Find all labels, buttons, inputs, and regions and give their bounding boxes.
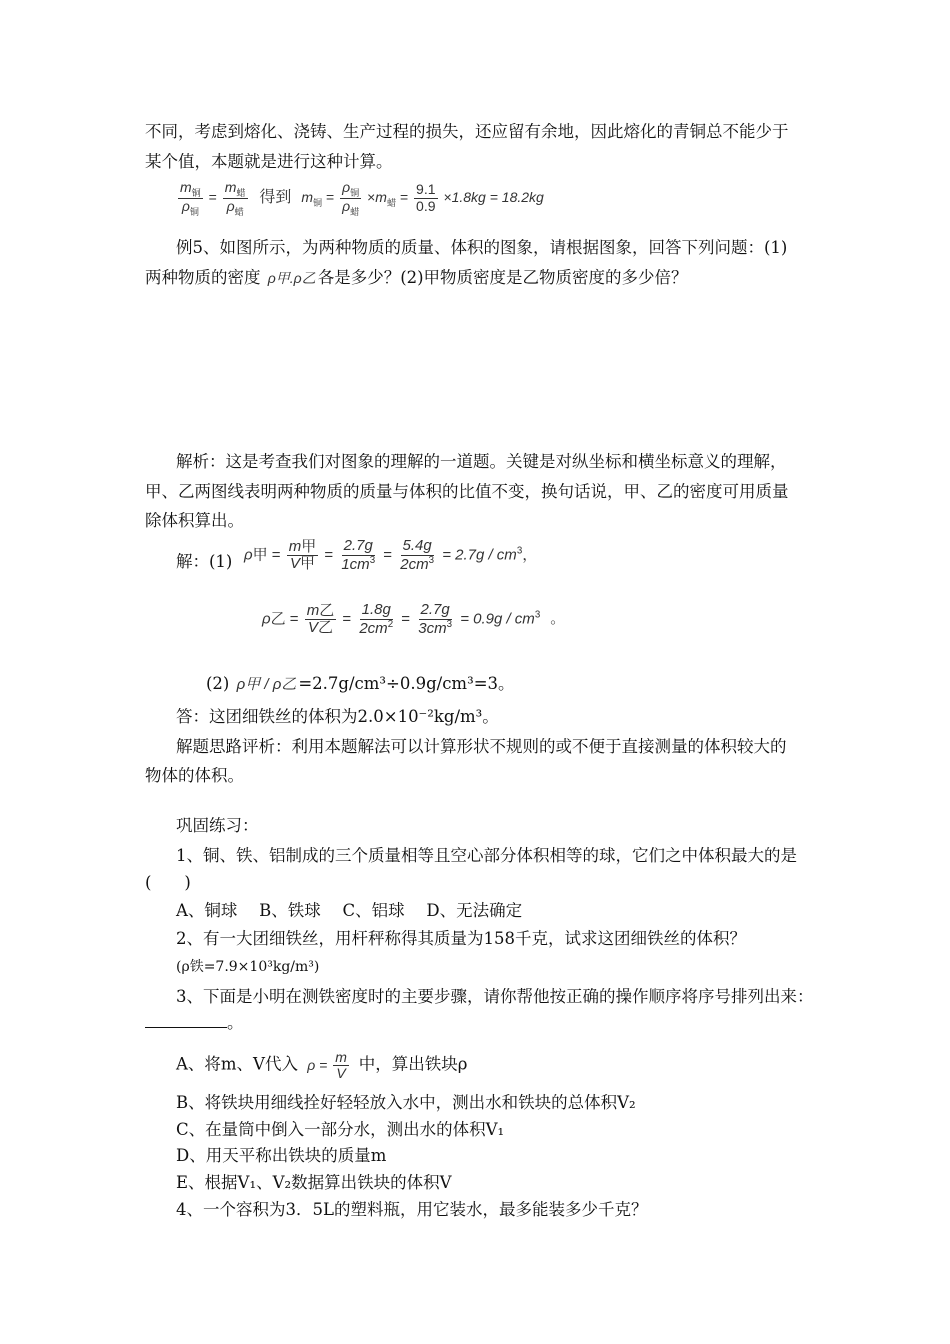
question-1: 1、铜、铁、铝制成的三个质量相等且空心部分体积相等的球，它们之中体积最大的是: [176, 846, 797, 865]
formula-rho-yi: ρ乙 = $\frac{\text{m乙}}{\text{V乙}}$ = $\frac{1.8g}{2cm^2}$ = $\frac{2.7g}{3cm^3}$ = $0.9g / cm^3$ 。: [262, 601, 566, 637]
question-2: 2、有一大团细铁丝，用杆秤称得其质量为158千克，试求这团细铁丝的体积？: [176, 929, 746, 948]
question-1-options: A、铜球 B、铁球 C、铝球 D、无法确定: [176, 901, 523, 920]
answer: 答：这团细铁丝的体积为2.0×10⁻²kg/m³。: [176, 707, 499, 726]
step-b: B、将铁块用细线拴好轻轻放入水中，测出水和铁块的总体积V₂: [176, 1093, 636, 1112]
formula-mass-ratio: $\frac{m_铜}{\rho_铜}$ = $\frac{m_蜡}{\rho_蜡}$ 得到 $m_铜$ = $\frac{\rho_铜}{\rho_蜡}$ $\times m_蜡$ = $\frac{9.1}{0.9}$ ×1.8kg = 18.2kg: [180, 179, 544, 217]
question-4: 4、一个容积为3．5L的塑料瓶，用它装水，最多能装多少千克？: [176, 1200, 648, 1219]
rho-symbols: ρ甲.ρ乙: [267, 270, 316, 286]
rho-ratio: ρ甲 / ρ乙: [236, 676, 297, 693]
question-1-bracket: ( ): [145, 873, 191, 892]
intro-line-1: 不同，考虑到熔化、浇铸、生产过程的损失，还应留有余地，因此熔化的青铜总不能少于: [145, 122, 789, 141]
analysis-line-1: 解析：这是考查我们对图象的理解的一道题。关键是对纵坐标和横坐标意义的理解，: [176, 452, 787, 471]
review-line-1: 解题思路评析：利用本题解法可以计算形状不规则的或不便于直接测量的体积较大的: [176, 737, 787, 756]
question-3: 3、下面是小明在测铁密度时的主要步骤，请你帮他按正确的操作顺序将序号排列出来：: [176, 987, 814, 1006]
question-2-given: (ρ铁=7.9×10³kg/m³): [176, 959, 320, 975]
formula-rho-jia: ρ甲 = $\frac{\text{m甲}}{\text{V甲}}$ = $\frac{2.7g}{1cm^3}$ = $\frac{5.4g}{2cm^3}$ = $2.7g / cm^3$，: [244, 537, 538, 573]
intro-line-2: 某个值，本题就是进行这种计算。: [145, 152, 393, 171]
question-3-answer-line: 。: [145, 1013, 244, 1033]
step-a: A、将m、V代入 ρ = $\frac{m}{V}$ 中，算出铁块ρ: [176, 1049, 468, 1082]
solution-prefix: 解：(1): [176, 552, 233, 571]
practice-title: 巩固练习：: [176, 816, 259, 835]
step-c: C、在量筒中倒入一部分水，测出水的体积V₁: [176, 1120, 505, 1139]
analysis-line-2: 甲、乙两图线表明两种物质的质量与体积的比值不变，换句话说，甲、乙的密度可用质量: [145, 482, 789, 501]
example5-line-2: 两种物质的密度 ρ甲.ρ乙 各是多少？(2)甲物质密度是乙物质密度的多少倍？: [145, 268, 688, 287]
solution-part2: (2) ρ甲 / ρ乙 =2.7g/cm³÷0.9g/cm³=3。: [206, 674, 515, 693]
analysis-line-3: 除体积算出。: [145, 511, 244, 530]
step-e: E、根据V₁、V₂数据算出铁块的体积V: [176, 1173, 452, 1192]
review-line-2: 物体的体积。: [145, 766, 244, 785]
answer-blank[interactable]: [145, 1013, 227, 1028]
step-d: D、用天平称出铁块的质量m: [176, 1146, 387, 1165]
example5-line-1: 例5、如图所示，为两种物质的质量、体积的图象，请根据图象，回答下列问题：(1): [176, 238, 788, 257]
density-formula: ρ = $\frac{m}{V}$: [307, 1049, 347, 1082]
